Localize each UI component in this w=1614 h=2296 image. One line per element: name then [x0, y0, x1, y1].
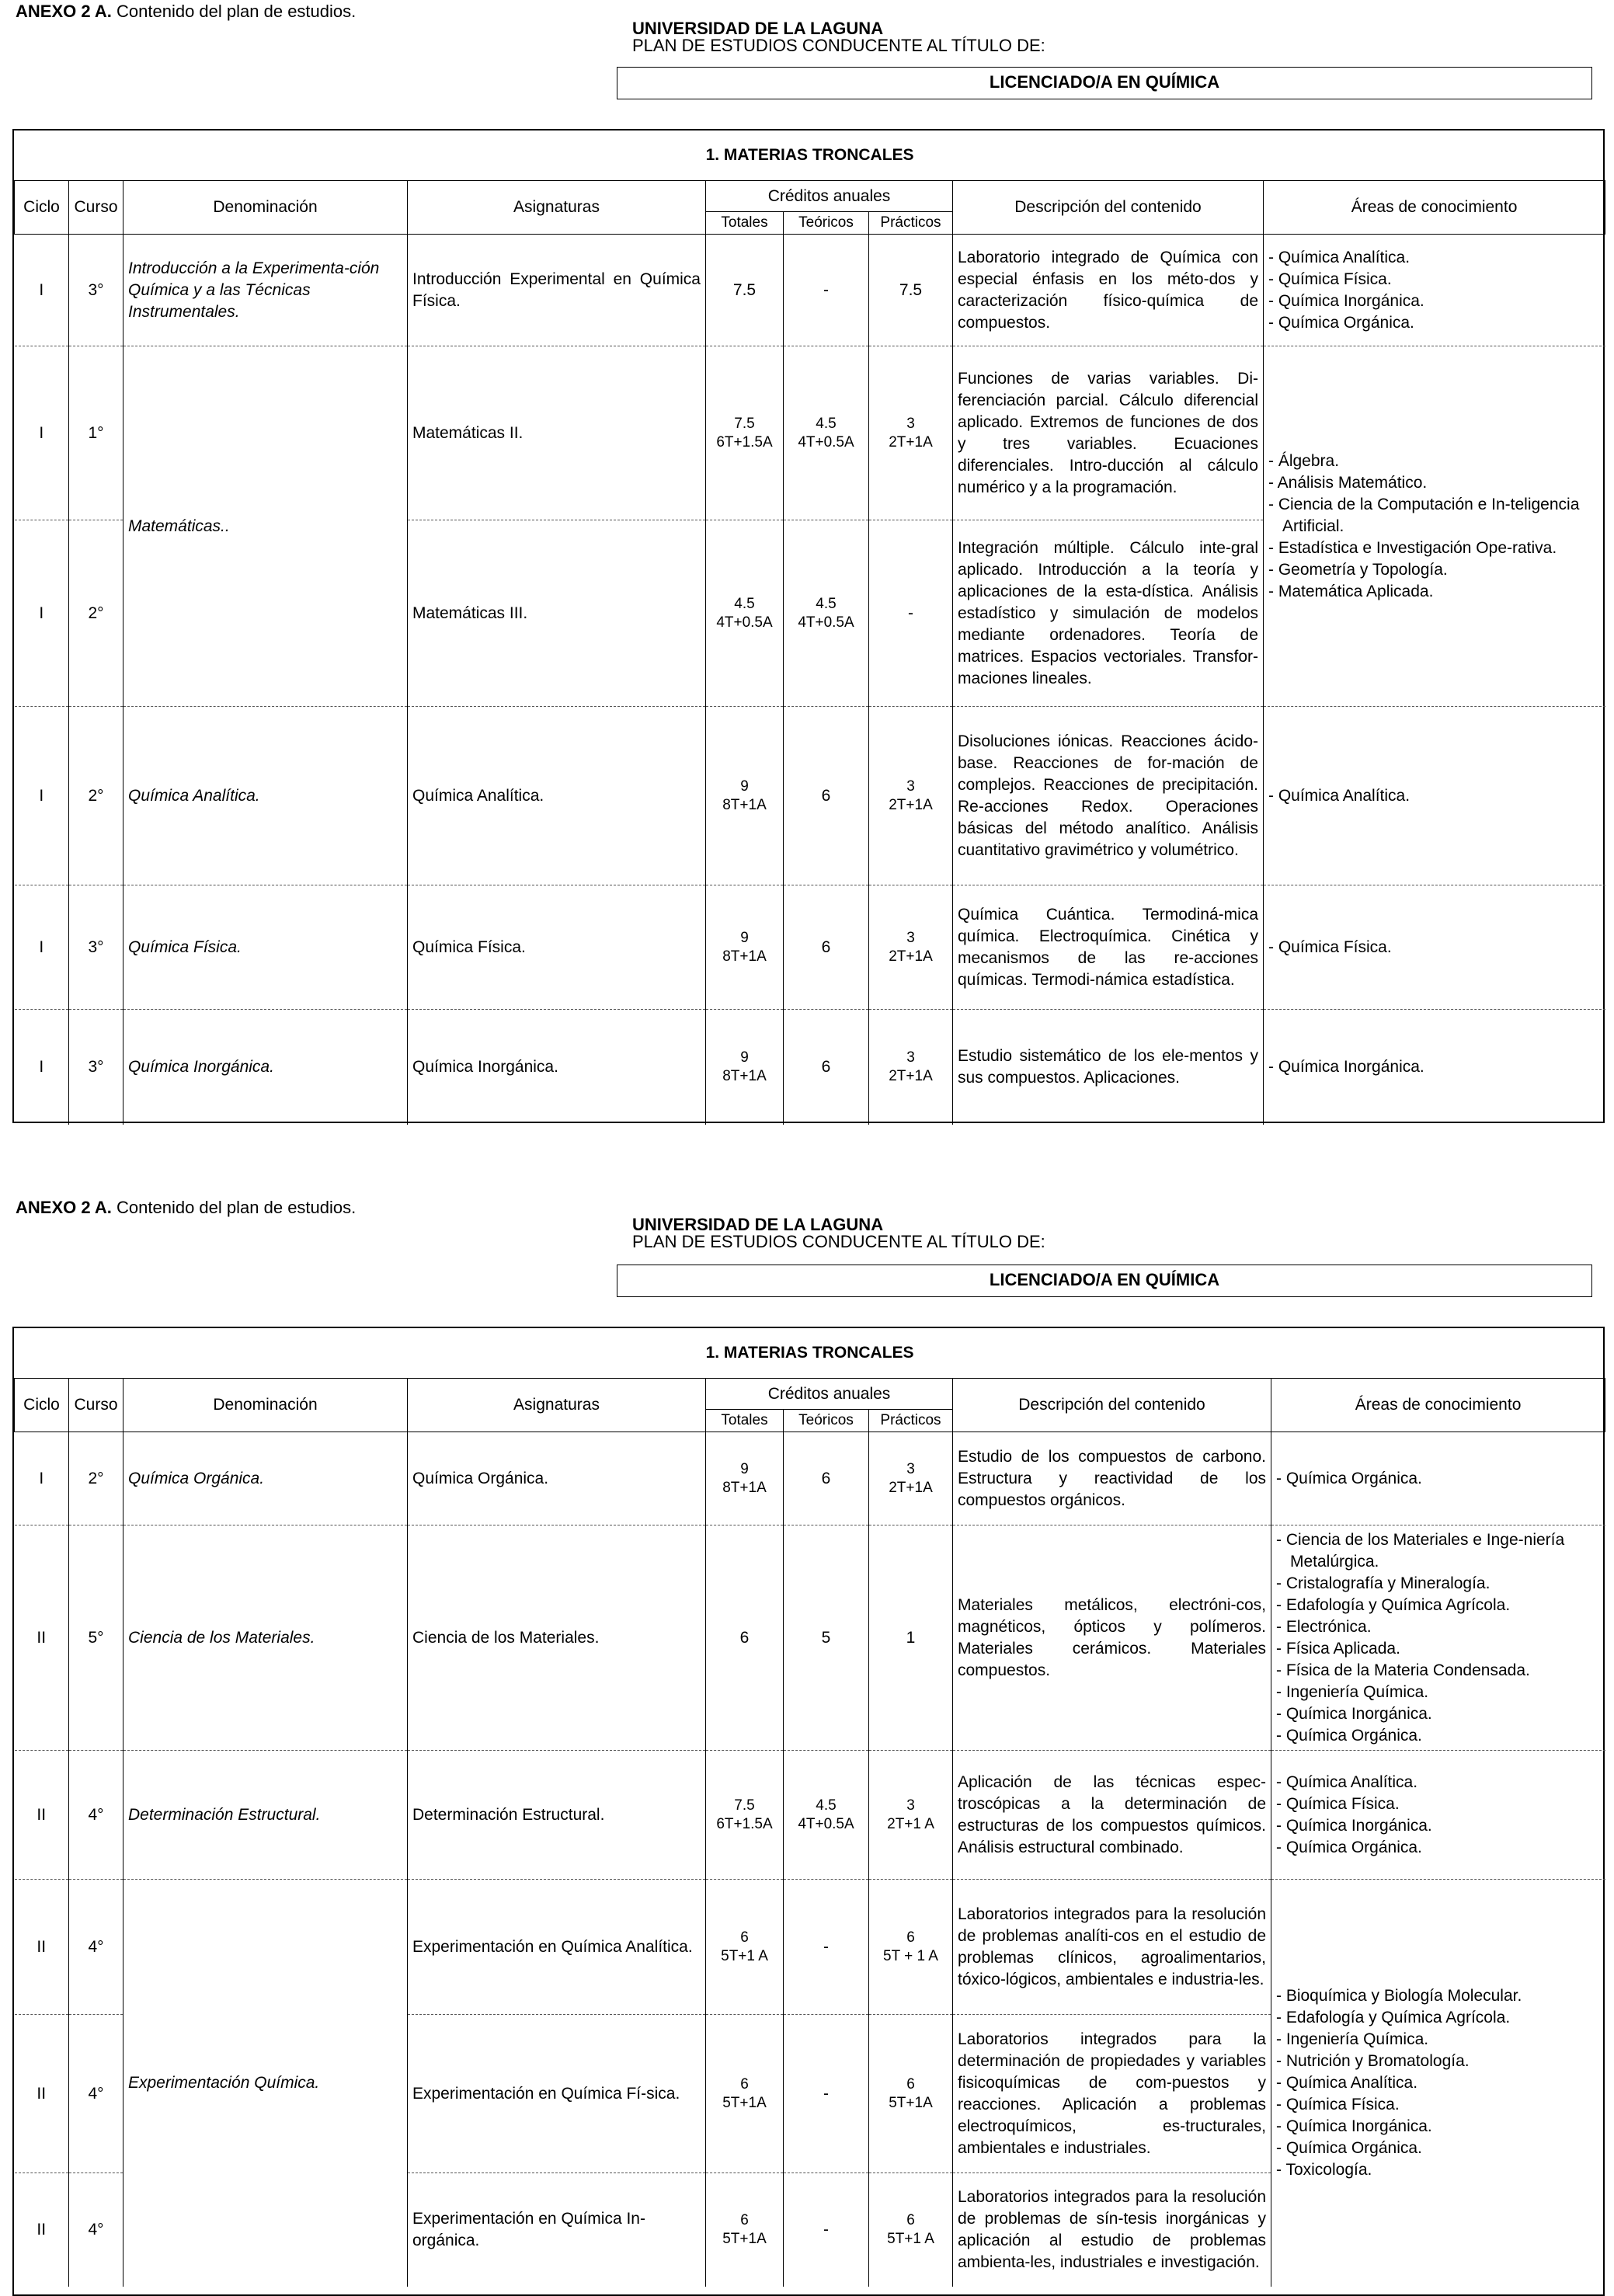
- cell-practicos: 6 5T+1A: [869, 2015, 953, 2173]
- header-asignaturas: Asignaturas: [408, 1379, 706, 1432]
- cell-totales: 6 5T+1A: [706, 2015, 784, 2173]
- areas-list: [1268, 1056, 1601, 1078]
- cell-curso: 4°: [69, 2173, 123, 2287]
- cell-practicos: 3 2T+1A: [869, 1432, 953, 1525]
- cell-asignatura: Química Analítica.: [408, 707, 706, 885]
- header-curso: Curso: [69, 181, 123, 235]
- area-item: - Matemática Aplicada.: [1268, 581, 1601, 603]
- table-row: [15, 1525, 1605, 1751]
- cell-practicos: 1: [869, 1525, 953, 1751]
- plan-title: PLAN DE ESTUDIOS CONDUCENTE AL TÍTULO DE:: [632, 1232, 1045, 1251]
- header-curso: Curso: [69, 1379, 123, 1432]
- cell-descripcion: Laboratorios integrados para la resolución de problemas de sín-tesis inorgánicas y aplicación al estudio de problemas ambienta-les, industriales e investigación.: [953, 2173, 1271, 2287]
- header-creditos: Créditos anuales: [706, 181, 953, 212]
- cell-totales: 6: [706, 1525, 784, 1751]
- cell-practicos: 3 2T+1 A: [869, 1751, 953, 1880]
- curriculum-table: [12, 1327, 1605, 2296]
- cell-asignatura: Química Física.: [408, 885, 706, 1010]
- cell-denominacion: Determinación Estructural.: [123, 1751, 408, 1880]
- cell-curso: 3°: [69, 1010, 123, 1125]
- cell-ciclo: I: [39, 938, 44, 956]
- cell-descripcion: Laboratorios integrados para la resolución de problemas analíti-cos en el estudio de problemas clínicos, agroalimentarios, tóxico-lógicos, ambientales e industria-les.: [953, 1880, 1271, 2015]
- cell-teoricos: 4.5 4T+0.5A: [784, 346, 869, 520]
- cell-ciclo: II: [37, 1805, 47, 1824]
- cell-teoricos: 6: [784, 1432, 869, 1525]
- cell-denominacion: Química Inorgánica.: [123, 1010, 408, 1125]
- cell-practicos: 6 5T+1 A: [869, 2173, 953, 2287]
- area-item: - Química Orgánica.: [1276, 1725, 1601, 1747]
- cell-practicos: 7.5: [869, 235, 953, 346]
- cell-totales: 4.5 4T+0.5A: [706, 520, 784, 707]
- cell-areas: [1264, 235, 1605, 346]
- cell-teoricos: 4.5 4T+0.5A: [784, 1751, 869, 1880]
- cell-asignatura: Experimentación en Química Fí-sica.: [408, 2015, 706, 2173]
- header-totales: Totales: [706, 212, 784, 235]
- header-asignaturas: Asignaturas: [408, 181, 706, 235]
- area-item: - Geometría y Topología.: [1268, 559, 1601, 581]
- cell-descripcion: Materiales metálicos, electróni-cos, magnéticos, ópticos y polímeros. Materiales cerámicos. Materiales compuestos.: [953, 1525, 1271, 1751]
- cell-ciclo: II: [37, 1628, 47, 1647]
- cell-denominacion: Experimentación Química.: [123, 1880, 408, 2287]
- cell-descripcion: Química Cuántica. Termodiná-mica química. Electroquímica. Cinética y mecanismos de las re-acciones químicas. Termodi-námica estadística.: [953, 885, 1264, 1010]
- area-item: - Química Inorgánica.: [1276, 1703, 1601, 1725]
- cell-ciclo: I: [39, 1469, 44, 1487]
- header-teoricos: Teóricos: [784, 1410, 869, 1432]
- area-item: - Química Física.: [1268, 937, 1601, 958]
- plan-title: PLAN DE ESTUDIOS CONDUCENTE AL TÍTULO DE:: [632, 36, 1045, 55]
- header-denominacion: Denominación: [123, 1379, 408, 1432]
- area-item: - Química Física.: [1268, 269, 1601, 290]
- table-row: [15, 235, 1605, 346]
- cell-ciclo: I: [39, 1057, 44, 1076]
- header-ciclo: Ciclo: [15, 1379, 69, 1432]
- cell-ciclo: II: [37, 2084, 47, 2103]
- section-title: 1. MATERIAS TRONCALES: [15, 1328, 1605, 1379]
- area-item: - Química Física.: [1276, 1793, 1601, 1815]
- table-row: [15, 346, 1605, 520]
- cell-areas: [1271, 1880, 1605, 2287]
- cell-denominacion: Matemáticas..: [123, 346, 408, 707]
- cell-denominacion: Química Orgánica.: [123, 1432, 408, 1525]
- table-row: [15, 1880, 1605, 2015]
- header-areas: Áreas de conocimiento: [1264, 181, 1605, 235]
- cell-teoricos: -: [784, 2015, 869, 2173]
- cell-ciclo: II: [37, 1937, 47, 1956]
- cell-asignatura: Experimentación en Química Analítica.: [408, 1880, 706, 2015]
- cell-asignatura: Determinación Estructural.: [408, 1751, 706, 1880]
- area-item: - Electrónica.: [1276, 1616, 1601, 1638]
- cell-curso: 5°: [69, 1525, 123, 1751]
- area-item: - Química Orgánica.: [1276, 1468, 1601, 1490]
- cell-areas: [1264, 885, 1605, 1010]
- cell-descripcion: Estudio de los compuestos de carbono. Estructura y reactividad de los compuestos orgánicos.: [953, 1432, 1271, 1525]
- cell-totales: 9 8T+1A: [706, 707, 784, 885]
- area-item: - Química Inorgánica.: [1268, 1056, 1601, 1078]
- university-header: [632, 1216, 1045, 1251]
- cell-areas: [1271, 1432, 1605, 1525]
- area-item: - Análisis Matemático.: [1268, 472, 1601, 494]
- cell-descripcion: Funciones de varias variables. Di-ferenciación parcial. Cálculo diferencial aplicado. Extremos de funciones de dos y tres variables. Ecuaciones diferenciales. Intro-ducción al cálculo numérico y a la programación.: [953, 346, 1264, 520]
- areas-list: [1268, 937, 1601, 958]
- cell-curso: 2°: [69, 707, 123, 885]
- areas-list: [1268, 785, 1601, 807]
- cell-totales: 7.5: [706, 235, 784, 346]
- cell-asignatura: Matemáticas II.: [408, 346, 706, 520]
- areas-list: [1276, 1529, 1601, 1747]
- header-creditos: Créditos anuales: [706, 1379, 953, 1410]
- cell-teoricos: 5: [784, 1525, 869, 1751]
- cell-teoricos: 6: [784, 707, 869, 885]
- table-row: [15, 1432, 1605, 1525]
- cell-practicos: -: [869, 520, 953, 707]
- area-item: - Toxicología.: [1276, 2159, 1601, 2181]
- cell-areas: [1264, 707, 1605, 885]
- area-item: - Cristalografía y Mineralogía.: [1276, 1573, 1601, 1595]
- header-teoricos: Teóricos: [784, 212, 869, 235]
- cell-practicos: 3 2T+1A: [869, 1010, 953, 1125]
- cell-descripcion: Integración múltiple. Cálculo inte-gral aplicado. Introducción a la teoría y aplicaciones de la esta-dística. Análisis estadístico y simulación de modelos mediante ordenadores. Teoría de matrices. Espacios vectoriales. Transfor-maciones lineales.: [953, 520, 1264, 707]
- cell-ciclo: II: [37, 2220, 47, 2239]
- cell-teoricos: -: [784, 1880, 869, 2015]
- annex-label: ANEXO 2 A.: [16, 2, 112, 21]
- cell-areas: [1271, 1751, 1605, 1880]
- area-item: - Química Inorgánica.: [1276, 1815, 1601, 1837]
- cell-asignatura: Química Orgánica.: [408, 1432, 706, 1525]
- area-item: - Física de la Materia Condensada.: [1276, 1660, 1601, 1682]
- areas-list: [1276, 1468, 1601, 1490]
- cell-totales: 7.5 6T+1.5A: [706, 346, 784, 520]
- cell-areas: [1271, 1525, 1605, 1751]
- cell-curso: 2°: [69, 1432, 123, 1525]
- cell-descripcion: Laboratorio integrado de Química con especial énfasis en los méto-dos y caracterización físico-química de compuestos.: [953, 235, 1264, 346]
- cell-practicos: 3 2T+1A: [869, 885, 953, 1010]
- university-header: [632, 20, 1045, 54]
- areas-list: [1276, 1772, 1601, 1859]
- cell-denominacion: Química Analítica.: [123, 707, 408, 885]
- area-item: - Química Orgánica.: [1276, 2138, 1601, 2159]
- cell-totales: 6 5T+1 A: [706, 1880, 784, 2015]
- area-item: - Química Orgánica.: [1276, 1837, 1601, 1859]
- cell-asignatura: Matemáticas III.: [408, 520, 706, 707]
- curriculum-table: [12, 129, 1605, 1123]
- cell-ciclo: I: [39, 423, 44, 442]
- cell-teoricos: 6: [784, 885, 869, 1010]
- area-item: - Bioquímica y Biología Molecular.: [1276, 1985, 1601, 2007]
- cell-areas: [1264, 346, 1605, 707]
- areas-list: [1268, 451, 1601, 603]
- cell-curso: 3°: [69, 235, 123, 346]
- cell-ciclo: I: [39, 786, 44, 805]
- header-practicos: Prácticos: [869, 212, 953, 235]
- section-title: 1. MATERIAS TRONCALES: [15, 130, 1605, 181]
- area-item: - Edafología y Química Agrícola.: [1276, 1595, 1601, 1616]
- university-name: UNIVERSIDAD DE LA LAGUNA: [632, 1215, 884, 1234]
- cell-descripcion: Disoluciones iónicas. Reacciones ácido-base. Reacciones de for-mación de complejos. Reacciones de precipitación. Re-acciones Redox. Operaciones básicas del método analítico. Análisis cuantitativo gravimétrico y volumétrico.: [953, 707, 1264, 885]
- university-name: UNIVERSIDAD DE LA LAGUNA: [632, 19, 884, 38]
- cell-curso: 4°: [69, 1880, 123, 2015]
- cell-curso: 1°: [69, 346, 123, 520]
- degree-title: LICENCIADO/A EN QUÍMICA: [617, 1265, 1592, 1297]
- annex-label: ANEXO 2 A.: [16, 1198, 112, 1217]
- cell-totales: 9 8T+1A: [706, 1432, 784, 1525]
- cell-curso: 3°: [69, 885, 123, 1010]
- cell-denominacion: Introducción a la Experimenta-ción Química y a las Técnicas Instrumentales.: [123, 235, 408, 346]
- cell-curso: 2°: [69, 520, 123, 707]
- cell-asignatura: Química Inorgánica.: [408, 1010, 706, 1125]
- cell-descripcion: Aplicación de las técnicas espec-troscópicas a la determinación de estructuras de los compuestos químicos. Análisis estructural combinado.: [953, 1751, 1271, 1880]
- header-descripcion: Descripción del contenido: [953, 1379, 1271, 1432]
- cell-curso: 4°: [69, 1751, 123, 1880]
- annex-text: Contenido del plan de estudios.: [117, 1198, 357, 1217]
- area-item: - Edafología y Química Agrícola.: [1276, 2007, 1601, 2029]
- header-descripcion: Descripción del contenido: [953, 181, 1264, 235]
- header-areas: Áreas de conocimiento: [1271, 1379, 1605, 1432]
- area-item: - Química Física.: [1276, 2094, 1601, 2116]
- area-item: - Química Analítica.: [1276, 2072, 1601, 2094]
- cell-teoricos: -: [784, 235, 869, 346]
- annex-text: Contenido del plan de estudios.: [117, 2, 357, 21]
- area-item: - Física Aplicada.: [1276, 1638, 1601, 1660]
- cell-asignatura: Introducción Experimental en Química Física.: [408, 235, 706, 346]
- cell-areas: [1264, 1010, 1605, 1125]
- table-row: [15, 885, 1605, 1010]
- cell-asignatura: Ciencia de los Materiales.: [408, 1525, 706, 1751]
- header-practicos: Prácticos: [869, 1410, 953, 1432]
- cell-curso: 4°: [69, 2015, 123, 2173]
- area-item: - Química Analítica.: [1276, 1772, 1601, 1793]
- table-row: [15, 707, 1605, 885]
- cell-teoricos: 6: [784, 1010, 869, 1125]
- area-item: - Ciencia de la Computación e In-teligencia Artificial.: [1268, 494, 1601, 537]
- header-denominacion: Denominación: [123, 181, 408, 235]
- cell-practicos: 3 2T+1A: [869, 346, 953, 520]
- cell-totales: 6 5T+1A: [706, 2173, 784, 2287]
- cell-totales: 9 8T+1A: [706, 1010, 784, 1125]
- areas-list: [1268, 247, 1601, 334]
- area-item: - Ingeniería Química.: [1276, 1682, 1601, 1703]
- area-item: - Química Inorgánica.: [1268, 290, 1601, 312]
- header-ciclo: Ciclo: [15, 181, 69, 235]
- cell-totales: 9 8T+1A: [706, 885, 784, 1010]
- cell-denominacion: Ciencia de los Materiales.: [123, 1525, 408, 1751]
- area-item: - Química Analítica.: [1268, 247, 1601, 269]
- cell-asignatura: Experimentación en Química In-orgánica.: [408, 2173, 706, 2287]
- area-item: - Estadística e Investigación Ope-rativa.: [1268, 537, 1601, 559]
- area-item: - Química Analítica.: [1268, 785, 1601, 807]
- cell-ciclo: I: [39, 280, 44, 299]
- cell-totales: 7.5 6T+1.5A: [706, 1751, 784, 1880]
- area-item: - Química Orgánica.: [1268, 312, 1601, 334]
- annex-heading: [16, 2, 356, 22]
- area-item: - Ingeniería Química.: [1276, 2029, 1601, 2051]
- header-totales: Totales: [706, 1410, 784, 1432]
- area-item: - Nutrición y Bromatología.: [1276, 2051, 1601, 2072]
- area-item: - Ciencia de los Materiales e Inge-niería Metalúrgica.: [1276, 1529, 1601, 1573]
- table-row: [15, 1751, 1605, 1880]
- cell-ciclo: I: [39, 604, 44, 622]
- areas-list: [1276, 1985, 1601, 2181]
- cell-practicos: 6 5T + 1 A: [869, 1880, 953, 2015]
- area-item: - Álgebra.: [1268, 451, 1601, 472]
- cell-descripcion: Estudio sistemático de los ele-mentos y sus compuestos. Aplicaciones.: [953, 1010, 1264, 1125]
- cell-practicos: 3 2T+1A: [869, 707, 953, 885]
- cell-teoricos: 4.5 4T+0.5A: [784, 520, 869, 707]
- table-row: [15, 1010, 1605, 1125]
- area-item: - Química Inorgánica.: [1276, 2116, 1601, 2138]
- degree-title: LICENCIADO/A EN QUÍMICA: [617, 67, 1592, 99]
- cell-teoricos: -: [784, 2173, 869, 2287]
- cell-denominacion: Química Física.: [123, 885, 408, 1010]
- annex-heading: [16, 1198, 356, 1218]
- cell-descripcion: Laboratorios integrados para la determinación de propiedades y variables fisicoquímicas de com-puestos y reacciones. Aplicación a problemas electroquímicos, es-tructurales, ambientales e industriales.: [953, 2015, 1271, 2173]
